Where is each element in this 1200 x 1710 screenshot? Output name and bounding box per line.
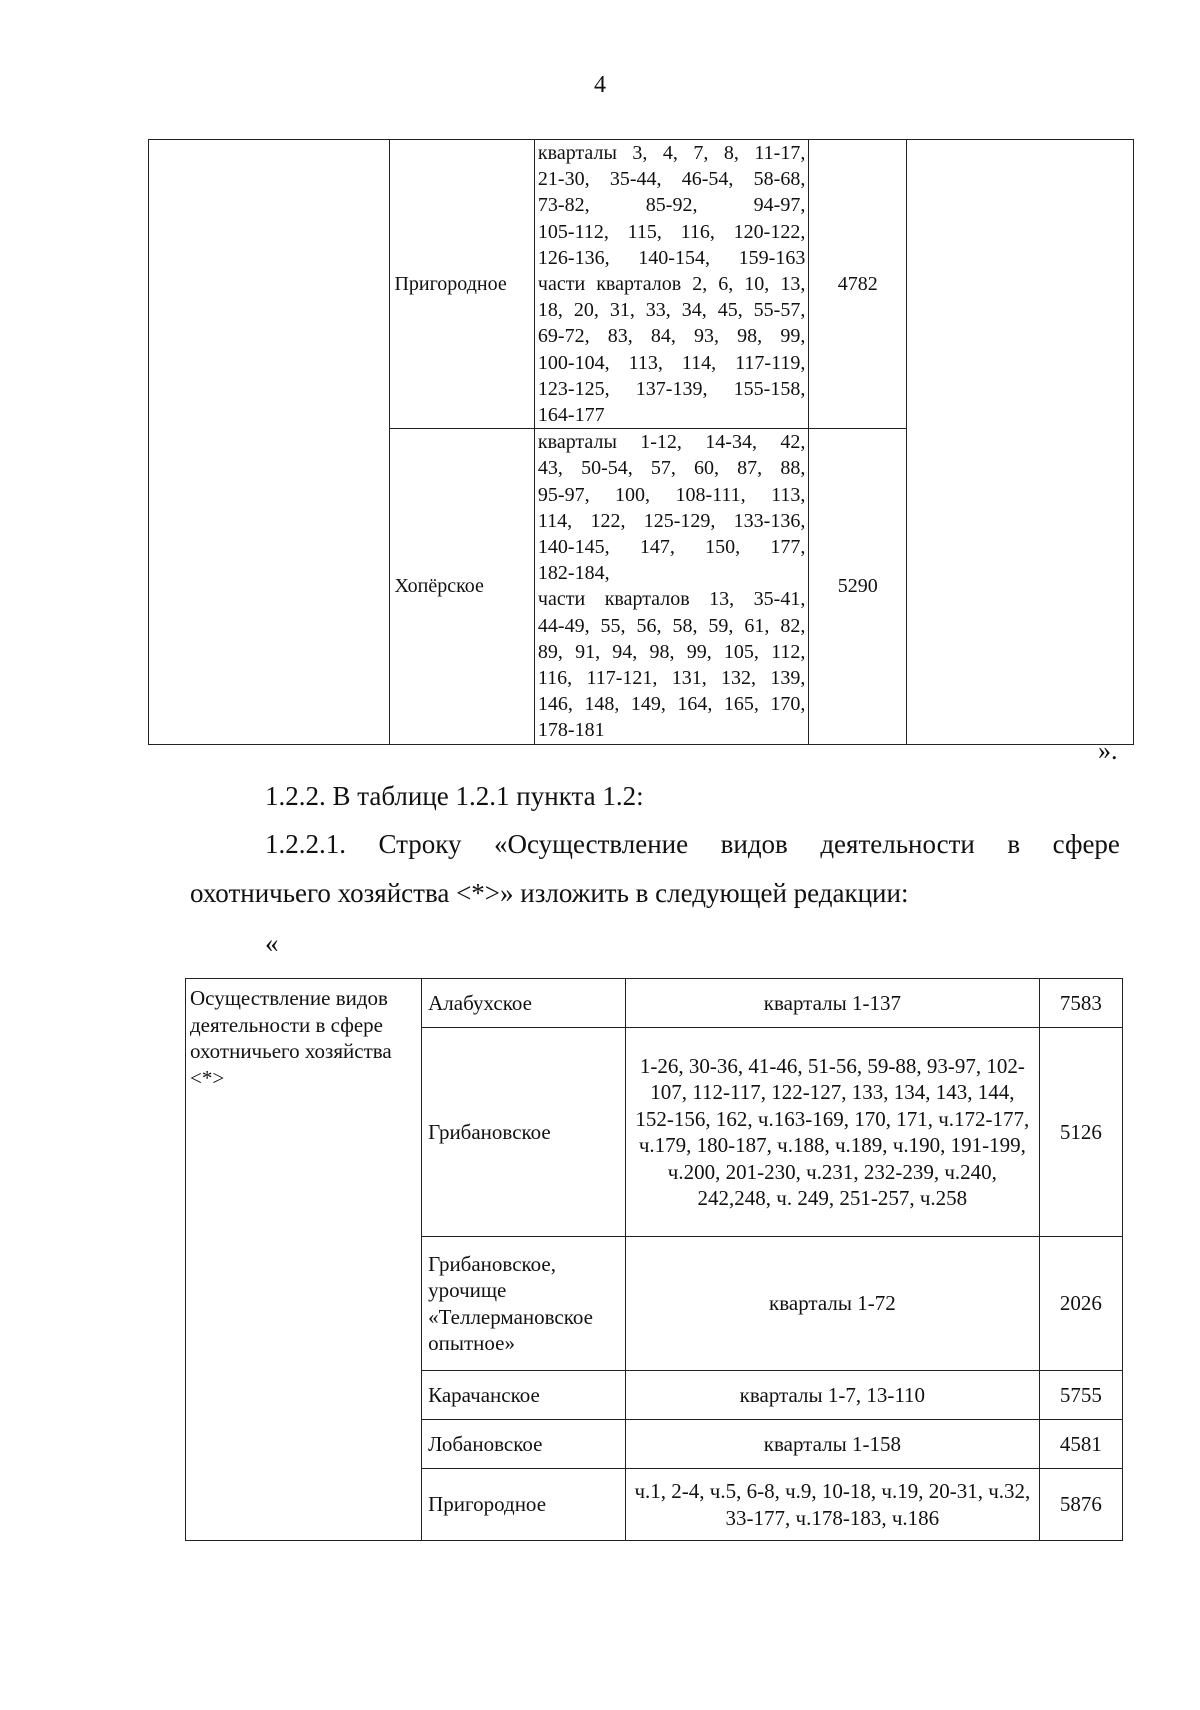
district-cell: Хопёрское: [390, 429, 534, 744]
word: деятельности: [820, 829, 975, 859]
quarters-line: кварталы 3, 4, 7, 8, 11-17,: [537, 142, 806, 164]
word: в: [1007, 829, 1021, 859]
quarters-cell: кварталы 1-7, 13-110: [625, 1371, 1039, 1420]
word: сфере: [1052, 829, 1120, 859]
district-cell: Лобановское: [422, 1420, 626, 1469]
quarters-line: 146, 148, 149, 164, 165, 170,: [537, 693, 806, 716]
quarters-line: 123-125, 137-139, 155-158,: [537, 377, 806, 400]
area-cell: 2026: [1039, 1237, 1122, 1371]
word: «Осуществление: [494, 829, 689, 859]
area-cell: 7583: [1039, 979, 1122, 1028]
quarters-line: 178-181: [537, 719, 605, 742]
closing-quote: ».: [1098, 736, 1118, 765]
quarters-line: 114, 122, 125-129, 133-136,: [537, 509, 806, 532]
word: видов: [720, 829, 788, 859]
quarters-cell: [534, 140, 808, 429]
paragraph-line: охотничьего хозяйства <*>» изложить в следующей редакции:: [190, 878, 909, 908]
quarters-cell: [534, 429, 808, 744]
quarters-line: 116, 117-121, 131, 132, 139,: [537, 667, 806, 690]
district-cell: Пригородное: [390, 140, 534, 429]
district-cell: Карачанское: [422, 1371, 626, 1420]
quarters-line: 43, 50-54, 57, 60, 87, 88,: [537, 457, 806, 480]
quarters-line: 105-112, 115, 116, 120-122,: [537, 220, 806, 243]
quarters-line: 164-177: [537, 404, 605, 427]
quarters-cell: 1-26, 30-36, 41-46, 51-56, 59-88, 93-97, 102-107, 112-117, 122-127, 133, 134, 143, 144, 152-156, 162, ч.163-169, 170, 171, ч.172-177, ч.179, 180-187, ч.188, ч.189, ч.190, 191-199, ч.200, 201-230, ч.231, 232-239, ч.240, 242,248, ч. 249, 251-257, ч.258: [625, 1028, 1039, 1237]
area-cell: 5126: [1039, 1028, 1122, 1237]
quarters-line: 69-72, 83, 84, 93, 98, 99,: [537, 325, 806, 348]
quarters-line: 73-82, 85-92, 94-97,: [537, 194, 806, 217]
page-number: 4: [594, 72, 606, 98]
quarters-line: 140-145, 147, 150, 177,: [537, 536, 806, 559]
quarters-line: 18, 20, 31, 33, 34, 45, 55-57,: [537, 299, 806, 322]
section-heading: 1.2.2. В таблице 1.2.1 пункта 1.2:: [265, 781, 644, 811]
district-cell: Пригородное: [422, 1469, 626, 1541]
word: 1.2.2.1.: [265, 829, 346, 859]
quarters-cell: кварталы 1-158: [625, 1420, 1039, 1469]
continuation-table: [148, 139, 1134, 745]
district-cell: Грибановское: [422, 1028, 626, 1237]
activity-cell: Осуществление видов деятельности в сфере охотничьего хозяйства <*>: [186, 979, 422, 1541]
area-cell: 4581: [1039, 1420, 1122, 1469]
table-row: [186, 979, 1123, 1028]
area-cell: 5290: [809, 429, 907, 744]
quarters-cell: кварталы 1-137: [625, 979, 1039, 1028]
area-cell: 5755: [1039, 1371, 1122, 1420]
empty-cell: [149, 140, 390, 745]
quarters-cell: ч.1, 2-4, ч.5, 6-8, ч.9, 10-18, ч.19, 20-31, ч.32, 33-177, ч.178-183, ч.186: [625, 1469, 1039, 1541]
quarters-line: 126-136, 140-154, 159-163: [537, 246, 806, 269]
quarters-line: 100-104, 113, 114, 117-119,: [537, 351, 806, 374]
quarters-line: 182-184,: [537, 562, 610, 585]
quarters-line: части кварталов 2, 6, 10, 13,: [537, 273, 806, 296]
quarters-line: 89, 91, 94, 98, 99, 105, 112,: [537, 640, 806, 663]
area-cell: 5876: [1039, 1469, 1122, 1541]
activity-table: [185, 978, 1123, 1541]
quarters-line: 95-97, 100, 108-111, 113,: [537, 483, 806, 506]
quarters-cell: кварталы 1-72: [625, 1237, 1039, 1371]
district-cell: Грибановское, урочище «Теллермановское опытное»: [422, 1237, 626, 1371]
quarters-line: кварталы 1-12, 14-34, 42,: [537, 431, 806, 454]
opening-quote: «: [265, 928, 279, 958]
quarters-line: части кварталов 13, 35-41,: [537, 588, 806, 611]
table-row: [149, 140, 1134, 429]
quarters-line: 21-30, 35-44, 46-54, 58-68,: [537, 168, 806, 191]
area-cell: 4782: [809, 140, 907, 429]
district-cell: Алабухское: [422, 979, 626, 1028]
word: Строку: [378, 829, 462, 859]
quarters-line: 44-49, 55, 56, 58, 59, 61, 82,: [537, 614, 806, 637]
paragraph-line: [265, 827, 1120, 861]
empty-cell: [907, 140, 1134, 745]
